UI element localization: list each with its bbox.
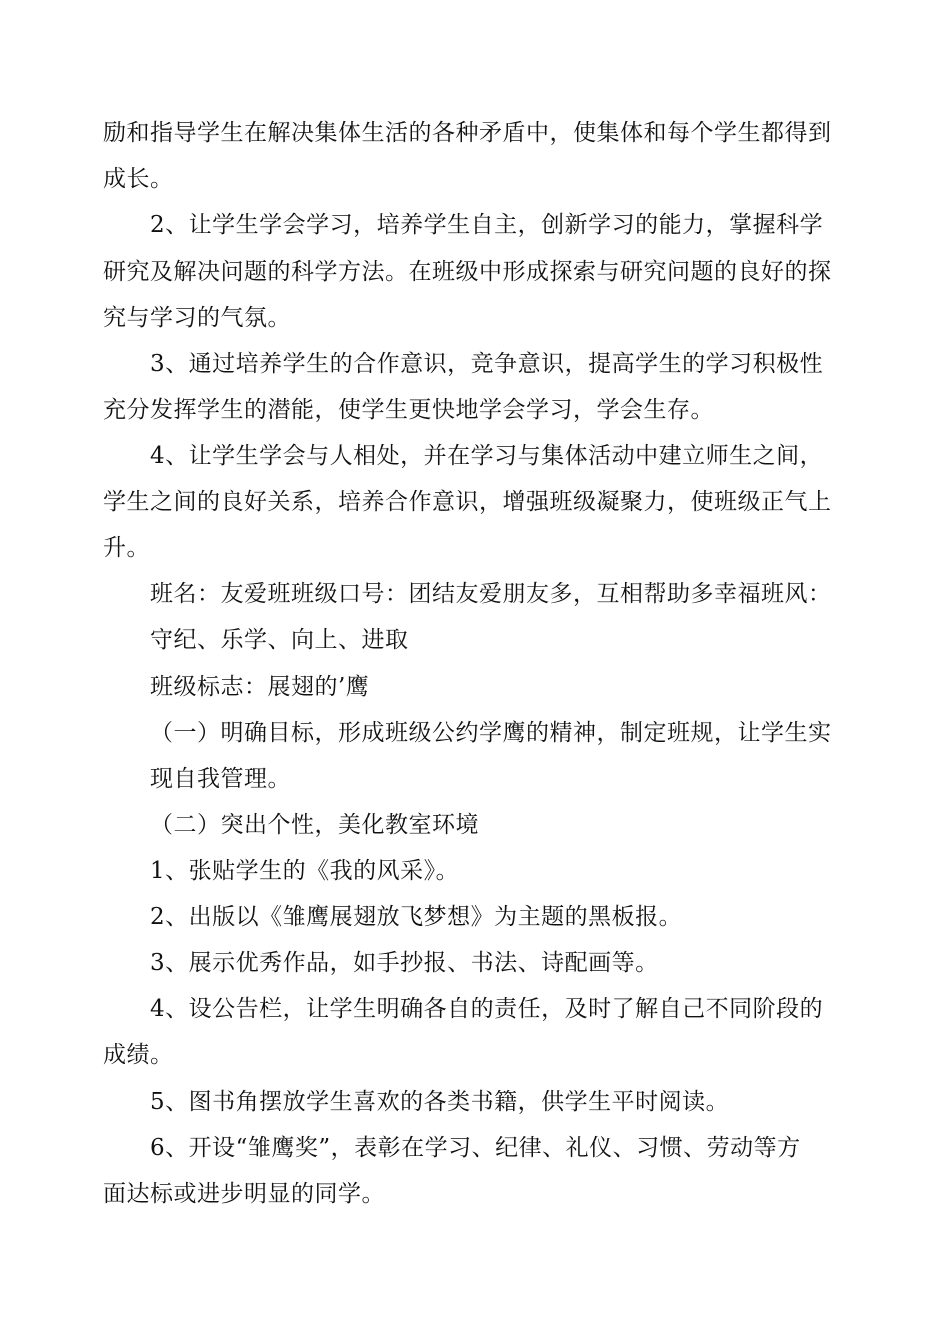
text-line: 充分发挥学生的潜能，使学生更快地学会学习，学会生存。 <box>103 397 714 423</box>
text-line: 成长。 <box>103 166 174 192</box>
text-line: 现自我管理。 <box>150 766 291 792</box>
text-line: 升。 <box>103 535 150 561</box>
text-line: 4、让学生学会与人相处，并在学习与集体活动中建立师生之间， <box>150 443 824 469</box>
text-line: 班级标志：展翅的’鹰 <box>150 674 370 700</box>
text-line: 1、张贴学生的《我的风采》。 <box>150 858 460 884</box>
text-line: 研究及解决问题的科学方法。在班级中形成探索与研究问题的良好的探 <box>103 259 832 285</box>
text-line: 班名：友爱班班级口号：团结友爱朋友多，互相帮助多幸福班风： <box>150 581 832 607</box>
text-line: 面达标或进步明显的同学。 <box>103 1181 385 1207</box>
text-line: 成绩。 <box>103 1042 174 1068</box>
text-line: 究与学习的气氛。 <box>103 305 291 331</box>
text-line: 3、通过培养学生的合作意识，竞争意识，提高学生的学习积极性 <box>150 351 824 377</box>
text-line: （二）突出个性，美化教室环境 <box>150 812 479 838</box>
text-line: 2、出版以《雏鹰展翅放飞梦想》为主题的黑板报。 <box>150 904 683 930</box>
text-line: 守纪、乐学、向上、进取 <box>150 627 409 653</box>
text-line: 励和指导学生在解决集体生活的各种矛盾中，使集体和每个学生都得到 <box>103 120 832 146</box>
text-line: 6、开设“雏鹰奖”，表彰在学习、纪律、礼仪、习惯、劳动等方 <box>150 1135 801 1161</box>
text-line: 2、让学生学会学习，培养学生自主，创新学习的能力，掌握科学 <box>150 212 824 238</box>
text-line: 5、图书角摆放学生喜欢的各类书籍，供学生平时阅读。 <box>150 1089 730 1115</box>
text-line: （一）明确目标，形成班级公约学鹰的精神，制定班规，让学生实 <box>150 720 832 746</box>
text-line: 学生之间的良好关系，培养合作意识，增强班级凝聚力，使班级正气上 <box>103 489 832 515</box>
text-line: 3、展示优秀作品，如手抄报、书法、诗配画等。 <box>150 950 659 976</box>
text-line: 4、设公告栏，让学生明确各自的责任，及时了解自己不同阶段的 <box>150 996 824 1022</box>
